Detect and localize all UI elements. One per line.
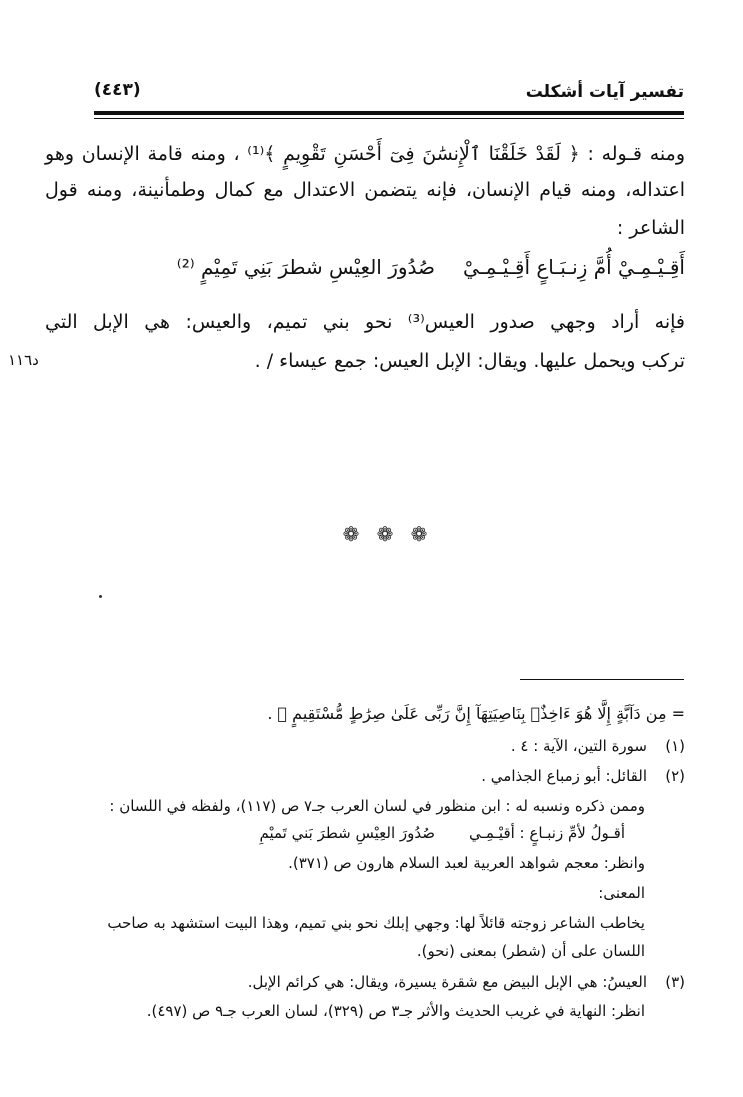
footnote-1-number: (١)	[665, 737, 685, 755]
main-line-4: فإنه أراد وجهي صدور العيس⁽³⁾ نحو بني تميم، والعيس: هي الإبل التي	[45, 311, 685, 333]
footnote-2-text: القائل: أبو زمباع الجذامي .	[481, 767, 647, 785]
footnote-2-line-6: يخاطب الشاعر زوجته قائلاً لها: وجهي إبلك نحو بني تميم، وهذا البيت استشهد به صاحب	[107, 914, 645, 932]
footnote-2-verse-first: أقـولُ لأمِّ زنبـاعٍ : أقيْـمِـي	[468, 824, 625, 842]
footnote-3-text: العيسُ: هي الإبل البيض مع شقرة يسيرة، ويقال: هي كرائم الإبل.	[247, 973, 647, 991]
footnote-2	[45, 765, 685, 787]
footnote-2-line-5: المعنى:	[598, 884, 645, 902]
footnote-3-number: (٣)	[665, 973, 685, 991]
main-line-2: اعتداله، ومنه قيام الإنسان، فإنه يتضمن الاعتدال مع كمال وطمأنينة، ومنه قول	[45, 179, 685, 201]
ornament-flower-icon: ❁	[376, 522, 394, 546]
main-line-3: الشاعر :	[616, 217, 685, 239]
footnote-1-text: سورة التين، الآية : ٤ .	[510, 737, 647, 755]
poem-verse	[45, 255, 685, 289]
manuscript-folio-note: د١١٦	[8, 351, 39, 369]
main-line-5: تركب ويحمل عليها. ويقال: الإبل العيس: جمع عيساء / .	[254, 350, 685, 372]
footnote-2-verse-second: صُدُورَ العِيْسِ شطرَ بَني تَميْمِ	[259, 824, 435, 842]
footnote-continuation: = مِن دَآبَّةٍ إِلَّا هُوَ ءَاخِذٌۢ بِنَاصِيَتِهَآ إِنَّ رَبِّى عَلَىٰ صِرَٰطٍ مُّسْتَقِيمٍ ﴾ .	[267, 704, 685, 723]
footnote-separator	[520, 679, 684, 680]
footnote-2-line-7: اللسان على أن (شطر) بمعنى (نحو).	[416, 942, 645, 960]
ornament-flower-icon: ❁	[342, 522, 360, 546]
verse-second-hemistich: صُدُورَ العِيْسِ شطرَ بَنِي تَمِيْمٍ ⁽²⁾	[176, 255, 435, 279]
stray-dot	[99, 595, 102, 598]
ornament-flower-icon: ❁	[410, 522, 428, 546]
footnote-2-line-4: وانظر: معجم شواهد العربية لعبد السلام هارون ص (٣٧١).	[288, 854, 645, 872]
footnote-1	[45, 735, 685, 757]
header-title: تفسير آيات أشكلت	[525, 82, 684, 102]
header-rule-thick	[94, 111, 684, 115]
section-ornament	[340, 523, 430, 547]
verse-first-hemistich: أَقِـيْـمِـيْ أُمَّ زِنـبَـاعٍ أَقِـيْـمِـيْ	[463, 255, 685, 279]
page-number: (٤٤٣)	[94, 80, 141, 100]
footnote-2-line-2: وممن ذكره ونسبه له : ابن منظور في لسان العرب جـ٧ ص (١١٧)، ولفظه في اللسان :	[109, 797, 645, 815]
running-header	[94, 76, 684, 106]
footnote-2-number: (٢)	[665, 767, 685, 785]
footnote-3-line-2: انظر: النهاية في غريب الحديث والأثر جـ٣ ص (٣٢٩)، لسان العرب جـ٩ ص (٤٩٧).	[146, 1002, 645, 1020]
footnote-3	[45, 971, 685, 993]
main-line-1: ومنه قـوله : ﴿ لَقَدْ خَلَقْنَا ٱلْإِنسَٰنَ فِىٓ أَحْسَنِ تَقْوِيمٍ ﴾⁽¹⁾ ، ومنه قامة الإنسان وهو	[45, 143, 685, 165]
header-rule-thin	[94, 118, 684, 119]
